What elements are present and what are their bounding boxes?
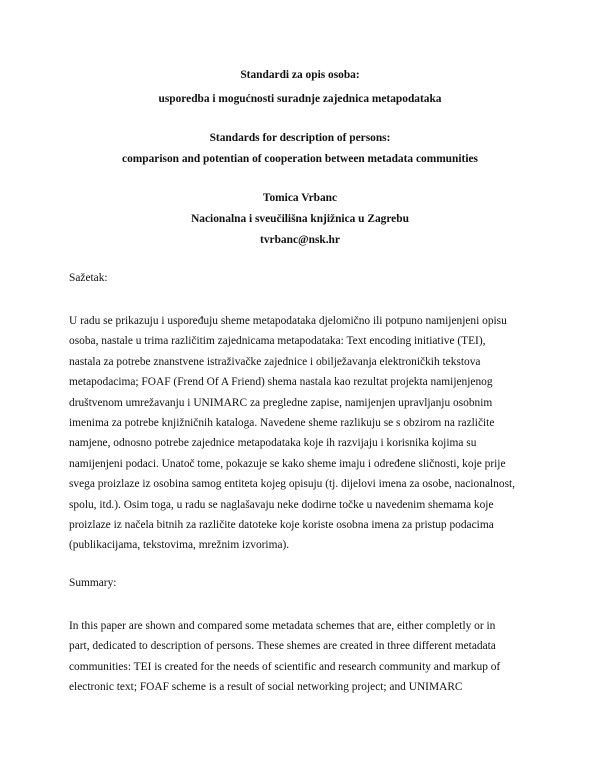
author-email: tvrbanc@nsk.hr	[260, 234, 340, 246]
abstract-hr-line: osoba, nastale u trima različitim zajednicama metapodataka: Text encoding initiative (TEI),	[69, 335, 486, 348]
abstract-en-heading: Summary:	[69, 577, 117, 589]
abstract-hr-line: imenima za potrebe knjižničnih kataloga. Navedene sheme razlikuju se s obzirom na različite	[69, 416, 495, 429]
abstract-en-line: part, dedicated to description of persons. These shemes are created in three different metadata	[69, 640, 496, 653]
abstract-hr-line: namjene, odnosno potrebe zajednice metapodataka koje ih razvijaju i korisnika kojima su	[69, 437, 477, 450]
abstract-hr-line: spolu, itd.). Osim toga, u radu se naglašavaju neke dodirne točke u navedenim shemama koje	[69, 498, 494, 511]
author-institution: Nacionalna i sveučilišna knjižnica u Zagrebu	[191, 213, 409, 225]
abstract-hr-paragraph	[69, 311, 539, 556]
abstract-hr-line: svega proizlaze iz osobina samog entiteta kojeg opisuju (tj. dijelovi imena za osobe, nacionalnost,	[69, 478, 516, 491]
abstract-en-paragraph	[69, 616, 539, 698]
abstract-en-line: communities: TEI is created for the needs of scientific and research community and markup of	[69, 660, 501, 673]
abstract-hr-line: nastala za potrebe znanstvene istraživačke zajednice i obilježavanja elektroničkih tekstova	[69, 355, 481, 368]
title-en-line-2: comparison and potentian of cooperation between metadata communities	[122, 153, 478, 165]
abstract-en-line: electronic text; FOAF scheme is a result of social networking project; and UNIMARC	[69, 681, 463, 694]
author-name: Tomica Vrbanc	[262, 192, 338, 204]
abstract-hr-line: namijenjeni podaci. Unatoč tome, pokazuje se kako sheme imaju i određene sličnosti, koje prije	[69, 457, 506, 470]
abstract-hr-line: proizlaze iz načela bitnih za različite datoteke koje koriste osobna imena za pristup podacima	[69, 518, 494, 531]
abstract-hr-line: (publikacijama, tekstovima, mrežnim izvorima).	[69, 539, 290, 552]
title-hr-line-2: usporedba i mogućnosti suradnje zajednica metapodataka	[158, 93, 442, 105]
abstract-hr-line: metapodacima; FOAF (Frend Of A Friend) shema nastala kao rezultat projekta namijenjenog	[69, 376, 493, 389]
abstract-hr-heading: Sažetak:	[69, 272, 108, 284]
title-en-line-1: Standards for description of persons:	[209, 132, 391, 144]
abstract-en-line: In this paper are shown and compared some metadata schemes that are, either completly or in	[69, 620, 496, 632]
abstract-hr-line: U radu se prikazuju i uspoređuju sheme metapodataka djelomično ili potpuno namijenjeni opisu	[69, 315, 507, 327]
abstract-hr-line: društvenom umrežavanju i UNIMARC za pregledne zapise, namijenjen upravljanju osobnim	[69, 396, 493, 409]
title-hr-line-1: Standardi za opis osoba:	[240, 69, 360, 81]
